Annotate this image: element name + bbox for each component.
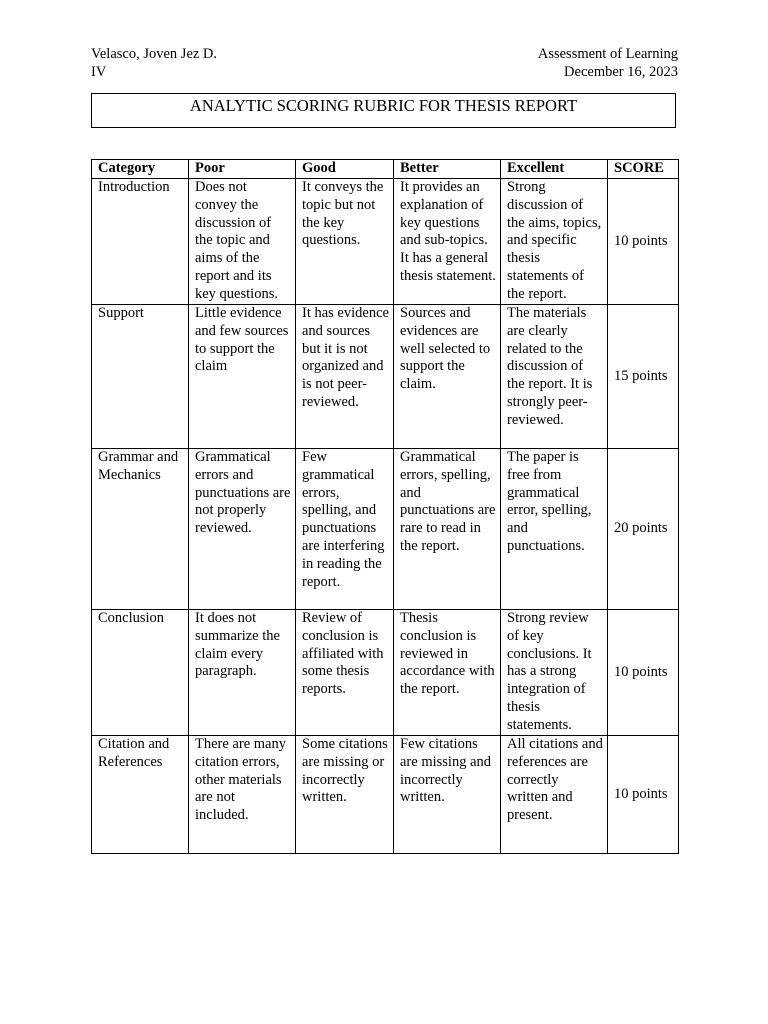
cell-better: Thesis conclusion is reviewed in accordance with the report. (394, 610, 501, 736)
cell-good: It has evidence and sources but it is not organized and is not peer-reviewed. (296, 305, 394, 449)
table-row (92, 736, 679, 854)
cell-excellent: Strong review of key conclusions. It has a strong integration of thesis statements. (501, 610, 608, 736)
cell-good: Some citations are missing or incorrectly written. (296, 736, 394, 854)
subject-name: Assessment of Learning (537, 46, 678, 62)
cell-poor: Does not convey the discussion of the topic and aims of the report and its key questions. (189, 179, 296, 305)
document-date: December 16, 2023 (564, 63, 678, 80)
rubric-table (91, 159, 679, 854)
header-row-1 (91, 46, 678, 64)
column-header-excellent: Excellent (501, 160, 608, 179)
cell-poor: There are many citation errors, other materials are not included. (189, 736, 296, 854)
cell-excellent: The materials are clearly related to the discussion of the report. It is strongly peer-reviewed. (501, 305, 608, 449)
cell-score: 10 points (608, 736, 679, 854)
cell-category: Conclusion (92, 610, 189, 736)
cell-poor: It does not summarize the claim every paragraph. (189, 610, 296, 736)
cell-better: Sources and evidences are well selected to support the claim. (394, 305, 501, 449)
cell-poor: Grammatical errors and punctuations are not properly reviewed. (189, 449, 296, 610)
header-row-2 (91, 64, 678, 82)
cell-better: It provides an explanation of key questions and sub-topics. It has a general thesis statement. (394, 179, 501, 305)
column-header-better: Better (394, 160, 501, 179)
author-name: Velasco, Joven Jez D. (91, 46, 218, 62)
cell-category: Citation and References (92, 736, 189, 854)
column-header-good: Good (296, 160, 394, 179)
document-header (91, 46, 678, 82)
table-row (92, 449, 679, 610)
cell-excellent: Strong discussion of the aims, topics, and specific thesis statements of the report. (501, 179, 608, 305)
cell-better: Grammatical errors, spelling, and punctuations are rare to read in the report. (394, 449, 501, 610)
cell-excellent: The paper is free from grammatical error, spelling, and punctuations. (501, 449, 608, 610)
rubric-title: ANALYTIC SCORING RUBRIC FOR THESIS REPORT (189, 96, 578, 115)
section-label: IV (91, 63, 107, 80)
cell-better: Few citations are missing and incorrectly written. (394, 736, 501, 854)
column-header-score: SCORE (608, 160, 679, 179)
table-row (92, 305, 679, 449)
table-header-row (92, 160, 679, 179)
cell-good: It conveys the topic but not the key questions. (296, 179, 394, 305)
cell-score: 10 points (608, 610, 679, 736)
cell-score: 10 points (608, 179, 679, 305)
cell-good: Review of conclusion is affiliated with some thesis reports. (296, 610, 394, 736)
table-row (92, 179, 679, 305)
cell-score: 15 points (608, 305, 679, 449)
rubric-title-box (91, 93, 676, 128)
cell-score: 20 points (608, 449, 679, 610)
column-header-category: Category (92, 160, 189, 179)
cell-category: Introduction (92, 179, 189, 305)
cell-good: Few grammatical errors, spelling, and punctuations are interfering in reading the report. (296, 449, 394, 610)
cell-category: Support (92, 305, 189, 449)
table-row (92, 610, 679, 736)
cell-poor: Little evidence and few sources to support the claim (189, 305, 296, 449)
cell-excellent: All citations and references are correctly written and present. (501, 736, 608, 854)
column-header-poor: Poor (189, 160, 296, 179)
cell-category: Grammar and Mechanics (92, 449, 189, 610)
